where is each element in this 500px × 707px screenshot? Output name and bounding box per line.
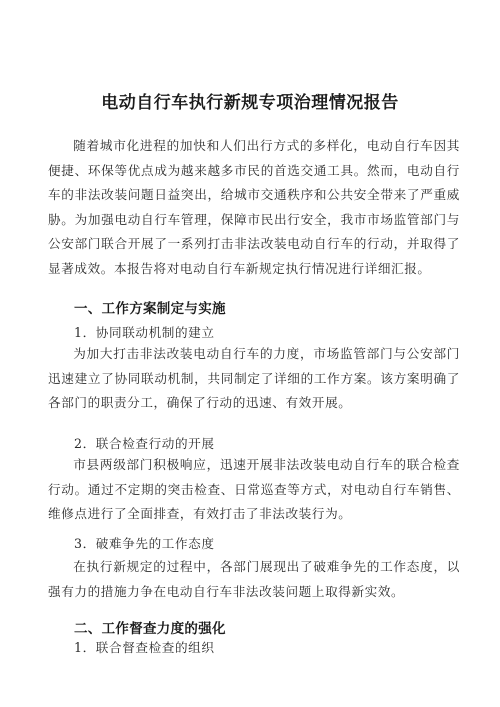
section-1-item-1-paragraph: 为加大打击非法改装电动自行车的力度，市场监管部门与公安部门迅速建立了协同联动机制，共同制定了详细的工作方案。该方案明确了各部门的职责分工，确保了行动的迅速、有效开展。 (48, 346, 460, 410)
section-2-heading: 二、工作督查力度的强化 (74, 621, 226, 637)
section-2-item-1-heading: 1．联合督查检查的组织 (74, 640, 215, 655)
document-title: 电动自行车执行新规专项治理情况报告 (101, 93, 399, 113)
section-1-item-3-heading: 3．破难争先的工作态度 (74, 536, 215, 551)
section-1-item-3-paragraph: 在执行新规定的过程中，各部门展现出了破难争先的工作态度，以强有力的措施力争在电动自行车非法改装问题上取得新实效。 (48, 559, 460, 599)
section-1-item-2-paragraph: 市县两级部门积极响应，迅速开展非法改装电动自行车的联合检查行动。通过不定期的突击检查、日常巡查等方式，对电动自行车销售、维修点进行了全面排查，有效打击了非法改装行为。 (48, 457, 460, 521)
intro-paragraph: 随着城市化进程的加快和人们出行方式的多样化，电动自行车因其便捷、环保等优点成为越来越多市民的首选交通工具。然而，电动自行车的非法改装问题日益突出，给城市交通秩序和公共安全带来了严重威胁。为加强电动自行车管理，保障市民出行安全，我市市场监管部门与公安部门联合开展了一系列打击非法改装电动自行车的行动，并取得了显著成效。本报告将对电动自行车新规定执行情况进行详细汇报。 (48, 138, 460, 276)
section-1-heading: 一、工作方案制定与实施 (74, 301, 226, 317)
section-1-item-2-heading: 2．联合检查行动的开展 (74, 436, 215, 451)
section-1-item-1-heading: 1．协同联动机制的建立 (74, 325, 215, 340)
